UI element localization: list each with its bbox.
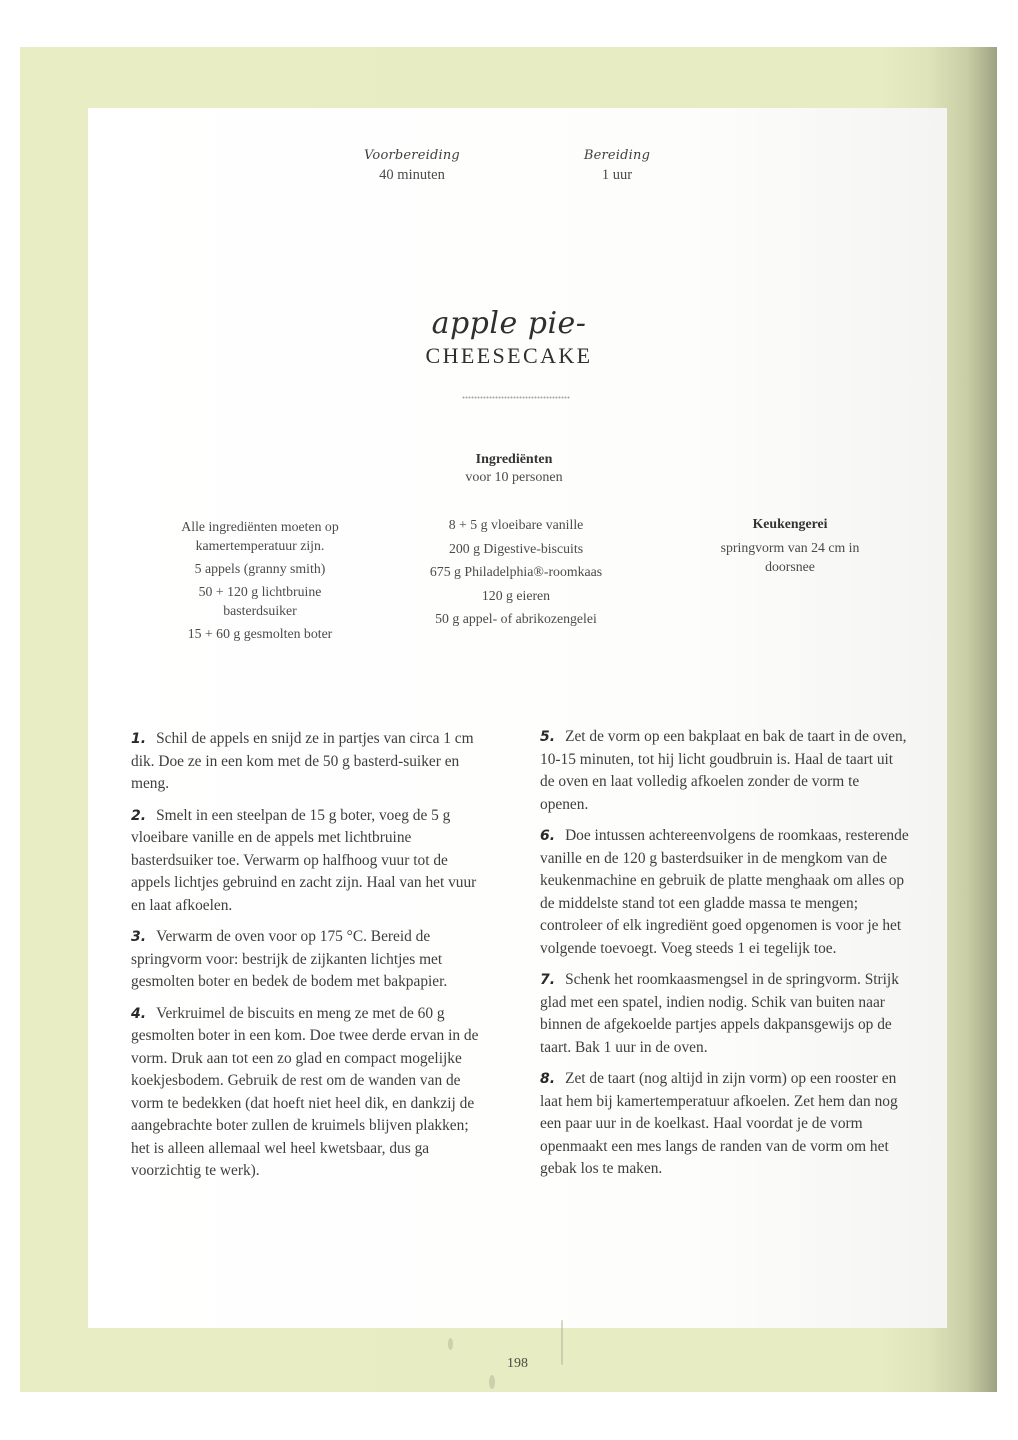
ingredient-item: 50 + 120 g lichtbruine basterdsuiker [198, 584, 322, 618]
method-step [540, 726, 910, 816]
prep-time [312, 148, 512, 184]
step-number: 4. [131, 1005, 147, 1022]
page-number: 198 [507, 1356, 528, 1371]
recipe-title-script: apple pie- [431, 306, 587, 341]
step-text: Smelt in een steelpan de 15 g boter, voeg de 5 g vloeibare vanille en de appels met lichtbruine basterdsuiker toe. Verwarm op halfhoog vuur tot de appels lichtjes gebruind en zacht zijn. Haal van het vuur en laat afkoelen. [131, 806, 477, 914]
step-text: Zet de vorm op een bakplaat en bak de taart in de oven, 10-15 minuten, tot hij licht goudbruin is. Haal de taart uit de oven en laat volledig afkoelen zonder de vorm te openen. [540, 728, 907, 813]
step-text: Verkruimel de biscuits en meng ze met de 60 g gesmolten boter in een kom. Doe twee derde ervan in de vorm. Druk aan tot een zo glad en compact mogelijke koekjesbodem. Gebruik de rest om de wanden van de vorm te bedekken (dat hoeft niet heel dik, en dankzij de aangebrachte boter zullen de kruimels blijven plakken; het is alleen allemaal wel heel kwetsbaar, dus ga voorzichtig te werk). [131, 1004, 479, 1179]
scan-smudge [489, 1375, 495, 1389]
step-text: Zet de taart (nog altijd in zijn vorm) op een rooster en laat hem bij kamertemperatuur afkoelen. Zet hem dan nog een paar uur in de koelkast. Haal voordat je de vorm openmaakt een mes langs de randen van de vorm om het gebak los te maken. [540, 1070, 898, 1177]
method-step [540, 825, 910, 960]
ingredient-item: 675 g Philadelphia®-roomkaas [429, 564, 603, 579]
ingredients-list-left [146, 517, 374, 647]
ingredient-item: 200 g Digestive-biscuits [448, 540, 584, 556]
step-text: Doe intussen achtereenvolgens de roomkaas, resterende vanille en de 120 g basterdsuiker in de mengkom van de keukenmachine en gebruik de platte menghaak om alles op de middelste stand tot een gladde massa te mengen; controleer of elk ingrediënt goed opgenomen is voor je het volgende toevoegt. Voeg steeds 1 ei tegelijk toe. [540, 827, 909, 957]
prep-time-value: 40 minuten [379, 167, 445, 183]
step-number: 6. [540, 828, 556, 844]
equipment-item: springvorm van 24 cm in doorsnee [720, 540, 860, 574]
recipe-title: CHEESECAKE [425, 343, 593, 368]
ingredient-item: 5 appels (granny smith) [194, 561, 326, 576]
method-step [131, 728, 491, 796]
step-number: 1. [131, 731, 147, 747]
dotted-divider [462, 396, 570, 399]
step-number: 7. [540, 972, 556, 988]
ingredient-item: 8 + 5 g vloeibare vanille [448, 517, 584, 532]
method-step [540, 969, 910, 1059]
method-step [540, 1068, 910, 1181]
step-number: 8. [540, 1071, 556, 1087]
ingredient-item: 50 g appel- of abrikozengelei [435, 611, 597, 626]
ingredients-list-middle [412, 515, 620, 633]
method-steps-right [540, 726, 910, 1190]
servings: voor 10 personen [465, 470, 563, 485]
cook-time-value: 1 uur [601, 167, 633, 183]
cook-time [517, 148, 717, 184]
step-text: Schil de appels en snijd ze in partjes van circa 1 cm dik. Doe ze in een kom met de 50 g basterd-suiker en meng. [131, 730, 474, 792]
step-number: 3. [131, 929, 147, 945]
ingredients-header [414, 452, 614, 486]
step-text: Verwarm de oven voor op 175 °C. Bereid de springvorm voor: bestrijk de zijkanten lichtjes met gesmolten boter en bedek de bodem met bakpapier. [131, 928, 448, 990]
ingredients-title: Ingrediënten [475, 452, 553, 467]
method-step [131, 805, 491, 918]
method-step [131, 1003, 491, 1183]
method-step [131, 926, 491, 994]
step-text: Schenk het roomkaasmengsel in de springvorm. Strijk glad met een spatel, indien nodig. Schik van buiten naar binnen de afgekoelde partjes appels dakpansgewijs op de taart. Bak 1 uur in de oven. [540, 971, 899, 1056]
method-steps-left [131, 728, 491, 1192]
ingredient-item: Alle ingrediënten moeten op kamertemperatuur zijn. [181, 519, 339, 553]
equipment-title: Keukengerei [752, 516, 828, 531]
ingredient-item: 120 g eieren [481, 587, 551, 603]
scan-smudge [561, 1320, 563, 1365]
step-number: 5. [540, 729, 556, 745]
prep-time-label: Voorbereiding [364, 148, 460, 163]
cook-time-label: Bereiding [583, 148, 651, 163]
equipment-section [695, 514, 885, 580]
ingredient-item: 15 + 60 g gesmolten boter [187, 626, 333, 641]
step-number: 2. [131, 807, 147, 824]
scan-smudge [448, 1338, 453, 1350]
